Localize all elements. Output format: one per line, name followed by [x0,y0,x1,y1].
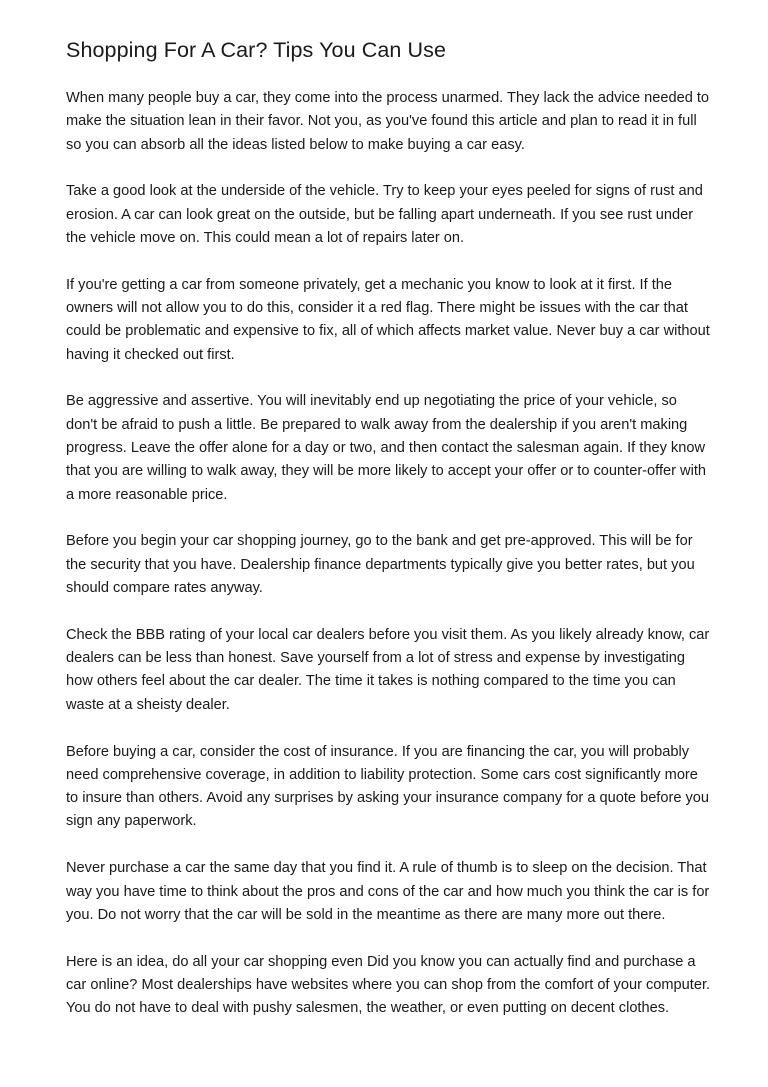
paragraph-private-seller: If you're getting a car from someone privately, get a mechanic you know to look at it first. If the owners will not allow you to do this, consider it a red flag. There might be issues with the car that could be problematic and expensive to fix, all of which affects market value. Never buy a car without having it checked out first. [66,276,710,363]
paragraph-pre-approval: Before you begin your car shopping journey, go to the bank and get pre-approved. This will be for the security that you have. Dealership finance departments typically give you better rates, but you should compare rates anyway. [66,533,695,597]
paragraph-underside: Take a good look at the underside of the vehicle. Try to keep your eyes peeled for signs of rust and erosion. A car can look great on the outside, but be falling apart underneath. If you see rust under the vehicle move on. This could mean a lot of repairs later on. [66,183,703,246]
document-title: Shopping For A Car? Tips You Can Use [66,38,447,62]
paragraph-negotiation: Be aggressive and assertive. You will inevitably end up negotiating the price of your vehicle, so don't be afraid to push a little. Be prepared to walk away from the dealership if you aren't making progress. Leave the offer alone for a day or two, and then contact the salesman again. If they know that you are willing to walk away, they will be more likely to accept your offer or to counter-offer with a more reasonable price. [66,393,706,503]
paragraph-bbb-rating: Check the BBB rating of your local car dealers before you visit them. As you likely already know, car dealers can be less than honest. Save yourself from a lot of stress and expense by investigating how others feel about the car dealer. The time it takes is nothing compared to the time you can waste at a sheisty dealer. [66,626,710,713]
paragraph-online-shopping: Here is an idea, do all your car shopping even Did you know you can actually find and purchase a car online? Most dealerships have websites where you can shop from the comfort of your computer. You do not have to deal with pushy salesmen, the weather, or even putting on decent clothes. [66,953,711,1017]
paragraph-intro: When many people buy a car, they come into the process unarmed. They lack the advice needed to make the situation lean in their favor. Not you, as you've found this article and plan to read it in full so you can absorb all the ideas listed below to make buying a car easy. [66,90,710,153]
paragraph-same-day: Never purchase a car the same day that you find it. A rule of thumb is to sleep on the decision. That way you have time to think about the pros and cons of the car and how much you think the car is for you. Do not worry that the car will be sold in the meantime as there are many more out there. [66,860,710,923]
paragraph-insurance: Before buying a car, consider the cost of insurance. If you are financing the car, you will probably need comprehensive coverage, in addition to liability protection. Some cars cost significantly more to insure than others. Avoid any surprises by asking your insurance company for a quote before you sign any paperwork. [66,743,710,830]
document-page [66,36,712,1044]
